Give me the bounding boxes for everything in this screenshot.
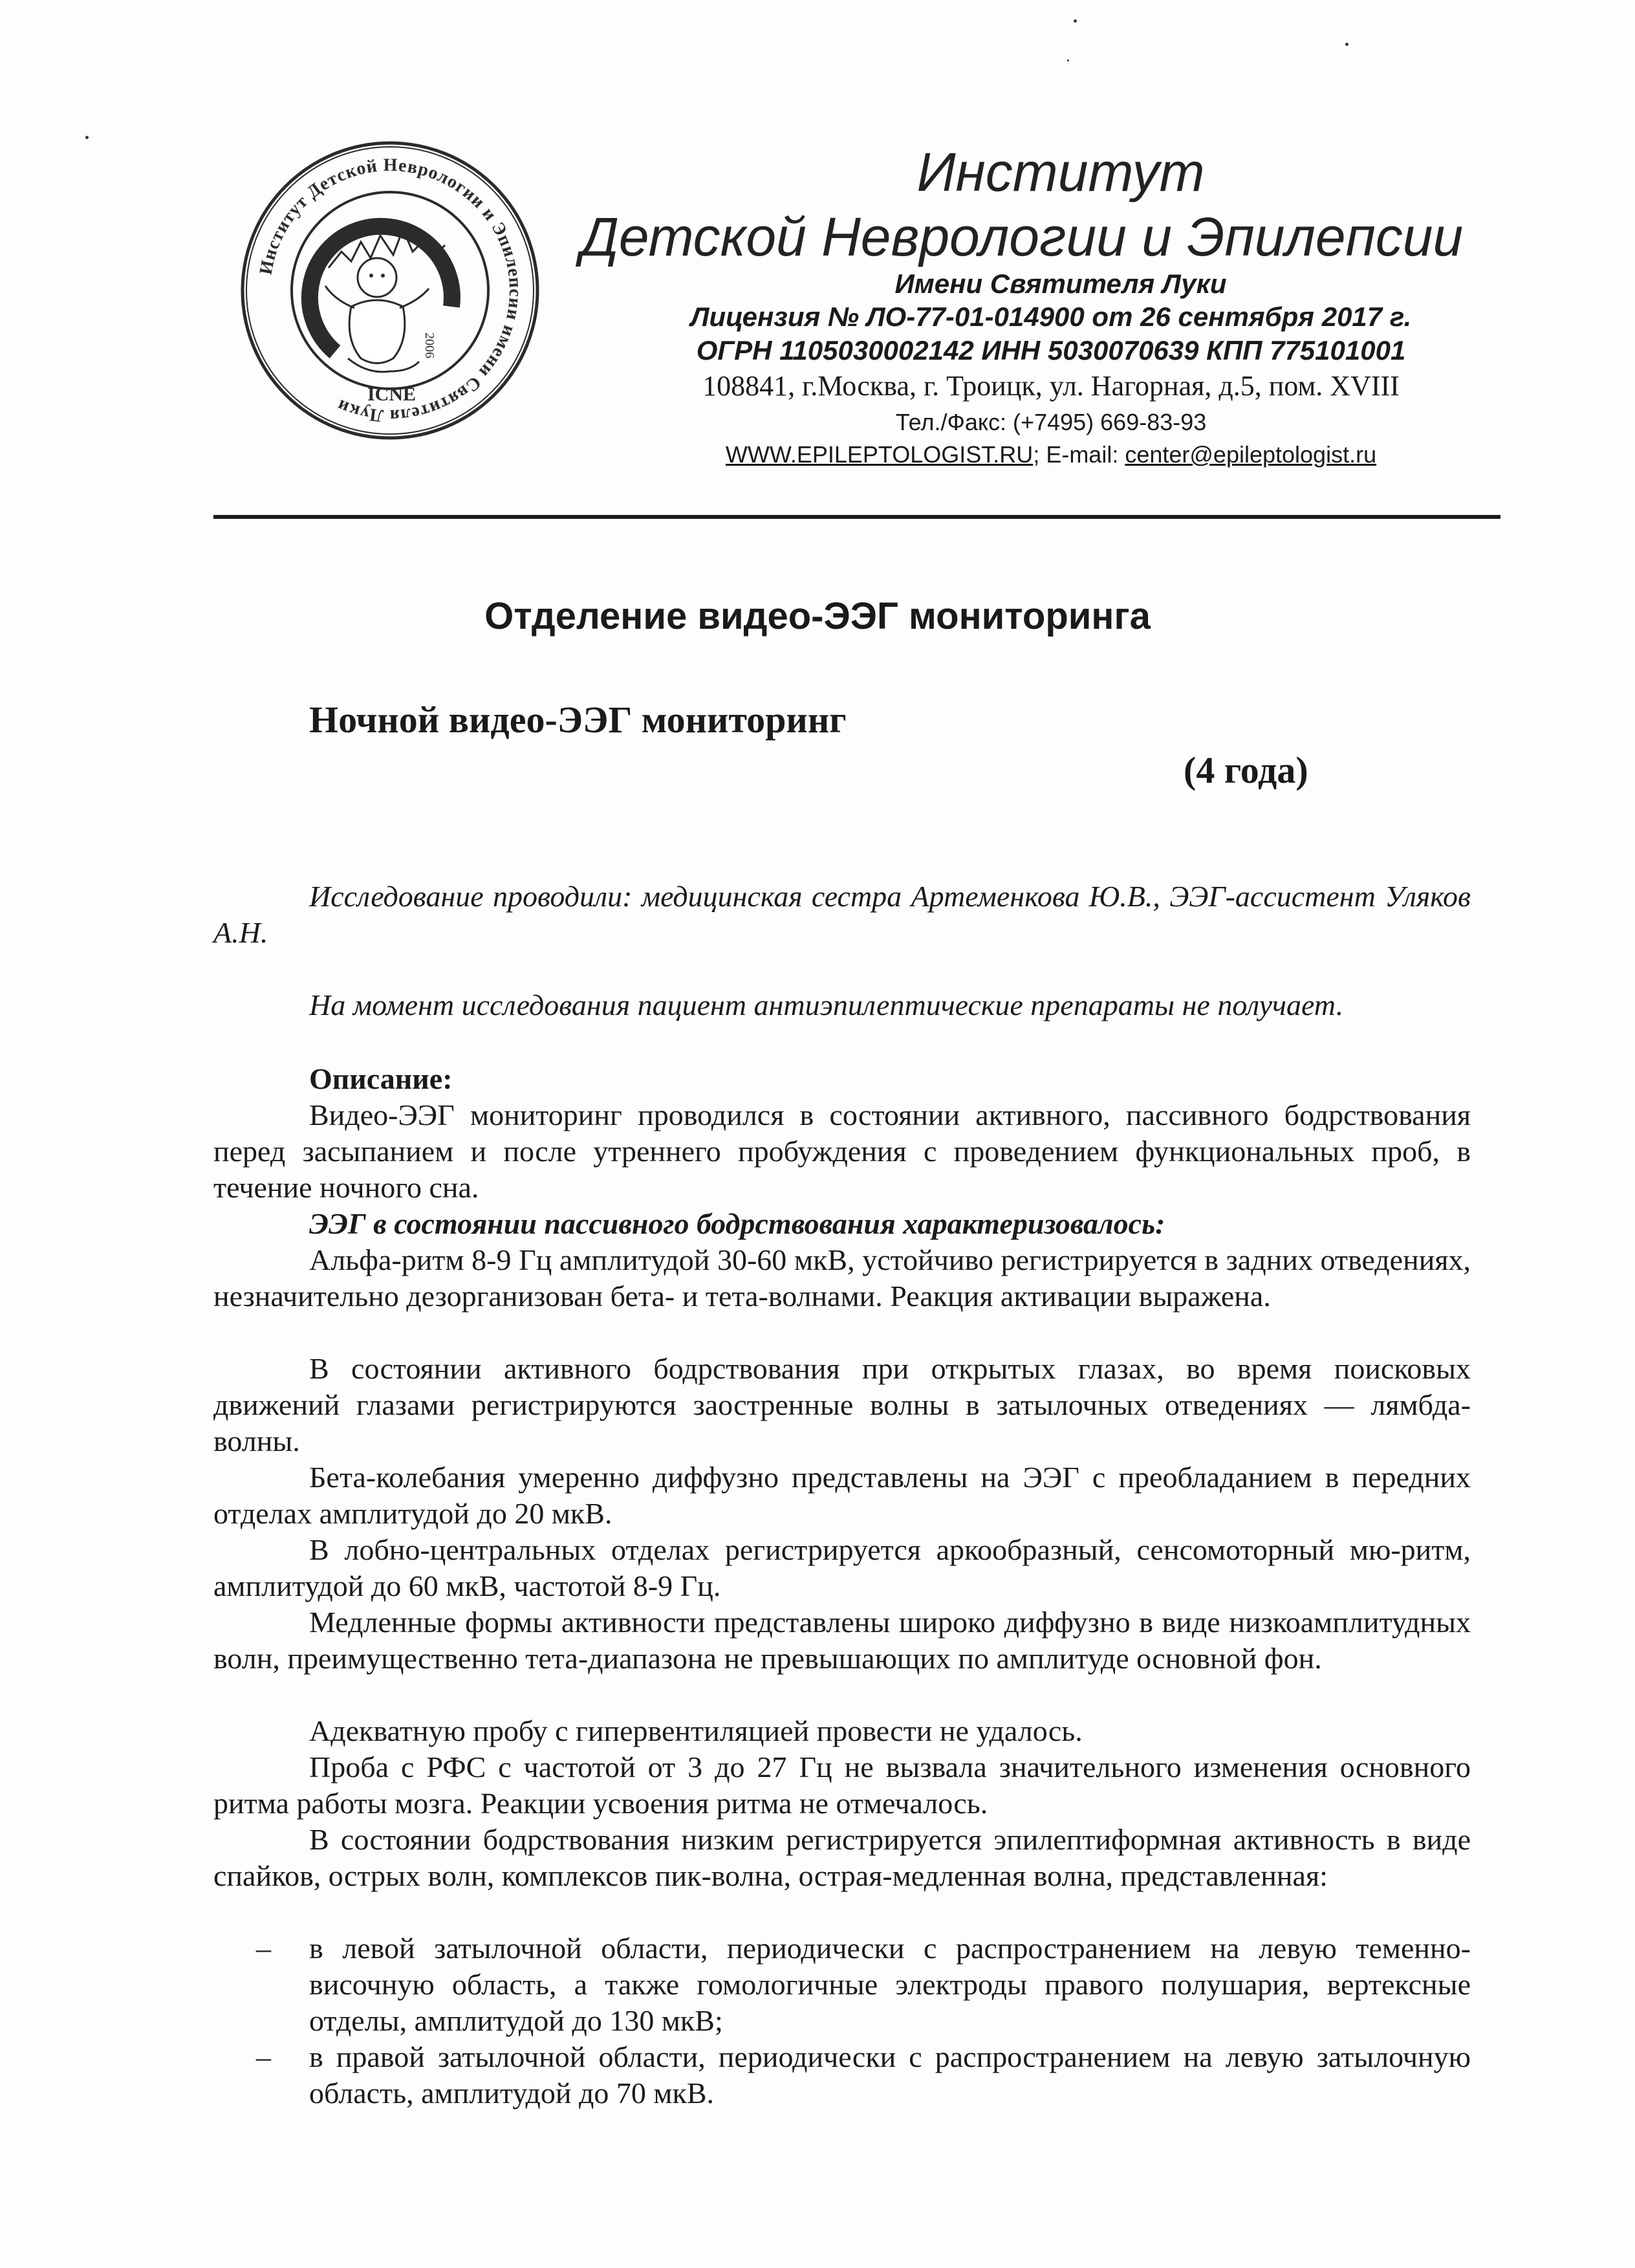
phone-line: Тел./Факс: (+7495) 669-83-93: [895, 409, 1207, 435]
passive-wake-heading: ЭЭГ в состоянии пассивного бодрствования характеризовалось:: [309, 1207, 1165, 1240]
paragraph-1: Видео-ЭЭГ мониторинг проводился в состоянии активного, пассивного бодрствования перед засыпанием и после утреннего пробуждения с проведением функциональных проб, в течение ночного сна.: [213, 1098, 1471, 1204]
department-title: Отделение видео-ЭЭГ мониторинга: [484, 595, 1151, 637]
paragraph-7: Адекватную пробу с гипервентиляцией провести не удалось.: [309, 1714, 1083, 1747]
address-line: 108841, г.Москва, г. Троицк, ул. Нагорная, д.5, пом. XVIII: [702, 370, 1400, 402]
list-item-text: в правой затылочной области, периодически с распространением на левую затылочную область, амплитудой до 70 мкВ.: [309, 2040, 1471, 2110]
website-link[interactable]: WWW.EPILEPTOLOGIST.RU: [725, 441, 1034, 468]
svg-text:2006: 2006: [422, 333, 437, 358]
list-marker: –: [256, 2040, 271, 2073]
scan-speck: [1067, 60, 1069, 61]
performed-by: Исследование проводили: медицинская сестра Артеменкова Ю.В., ЭЭГ-ассистент Уляков А.Н.: [213, 880, 1471, 949]
list-item-text: в левой затылочной области, периодически с распространением на левую теменно-височную область, а также гомологичные электроды правого полушария, вертексные отделы, амплитудой до 130 мкВ;: [309, 1932, 1471, 2037]
header-divider: [213, 515, 1500, 519]
paragraph-5: В лобно-центральных отделах регистрируется аркообразный, сенсомоторный мю-ритм, амплитудой до 60 мкВ, частотой 8-9 Гц.: [213, 1533, 1471, 1602]
scan-speck: [1345, 43, 1348, 46]
paragraph-2: Альфа-ритм 8-9 Гц амплитудой 30-60 мкВ, устойчиво регистрируется в задних отведениях, незначительно дезорганизован бета- и тета-волнами. Реакция активации выражена.: [213, 1243, 1471, 1313]
paragraph-4: Бета-колебания умеренно диффузно представлены на ЭЭГ с преобладанием в передних отделах амплитудой до 20 мкВ.: [213, 1461, 1471, 1530]
paragraph-3: В состоянии активного бодрствования при открытых глазах, во время поисковых движений глазами регистрируются заостренные волны в затылочных отведениях — лямбда-волны.: [213, 1352, 1471, 1457]
registration-line: ОГРН 1105030002142 ИНН 5030070639 КПП 775101001: [696, 335, 1406, 365]
svg-text:Институт Детской Неврологии и: Институт Детской Неврологии и Эпилепсии имени Святителя Луки: [255, 155, 526, 426]
list-item: [213, 2039, 1471, 2111]
study-title: Ночной видео-ЭЭГ мониторинг: [309, 699, 847, 741]
list-item: [213, 1930, 1471, 2039]
contacts-line: [621, 440, 1481, 470]
medication-note: На момент исследования пациент антиэпилептические препараты не получает.: [309, 988, 1344, 1021]
institute-name-line2: Детской Неврологии и Эпилепсии: [580, 206, 1464, 267]
epileptiform-locations-list: [213, 1930, 1471, 2111]
description-heading: Описание:: [309, 1062, 453, 1095]
institute-named-after: Имени Святителя Луки: [894, 268, 1227, 299]
list-marker: –: [256, 1932, 271, 1965]
institute-seal: [238, 138, 542, 442]
license-line: Лицензия № ЛО-77-01-014900 от 26 сентября 2017 г.: [690, 301, 1412, 332]
scan-speck: [85, 136, 89, 139]
email-link[interactable]: center@epileptologist.ru: [1125, 441, 1377, 468]
institute-name-line1: Институт: [916, 142, 1205, 202]
paragraph-6: Медленные формы активности представлены широко диффузно в виде низкоамплитудных волн, преимущественно тета-диапазона не превышающих по амплитуде основной фон.: [213, 1606, 1471, 1675]
email-label: ; E-mail:: [1033, 441, 1125, 468]
seal-graphic: [238, 138, 542, 442]
paragraph-9: В состоянии бодрствования низким регистрируется эпилептиформная активность в виде спайков, острых волн, комплексов пик-волна, острая-медленная волна, представленная:: [213, 1823, 1471, 1892]
paragraph-8: Проба с РФС с частотой от 3 до 27 Гц не вызвала значительного изменения основного ритма работы мозга. Реакции усвоения ритма не отмечалось.: [213, 1750, 1471, 1820]
svg-text:ICNE: ICNE: [367, 384, 417, 405]
scan-speck: [1074, 19, 1077, 23]
patient-age: (4 года): [1184, 749, 1308, 791]
